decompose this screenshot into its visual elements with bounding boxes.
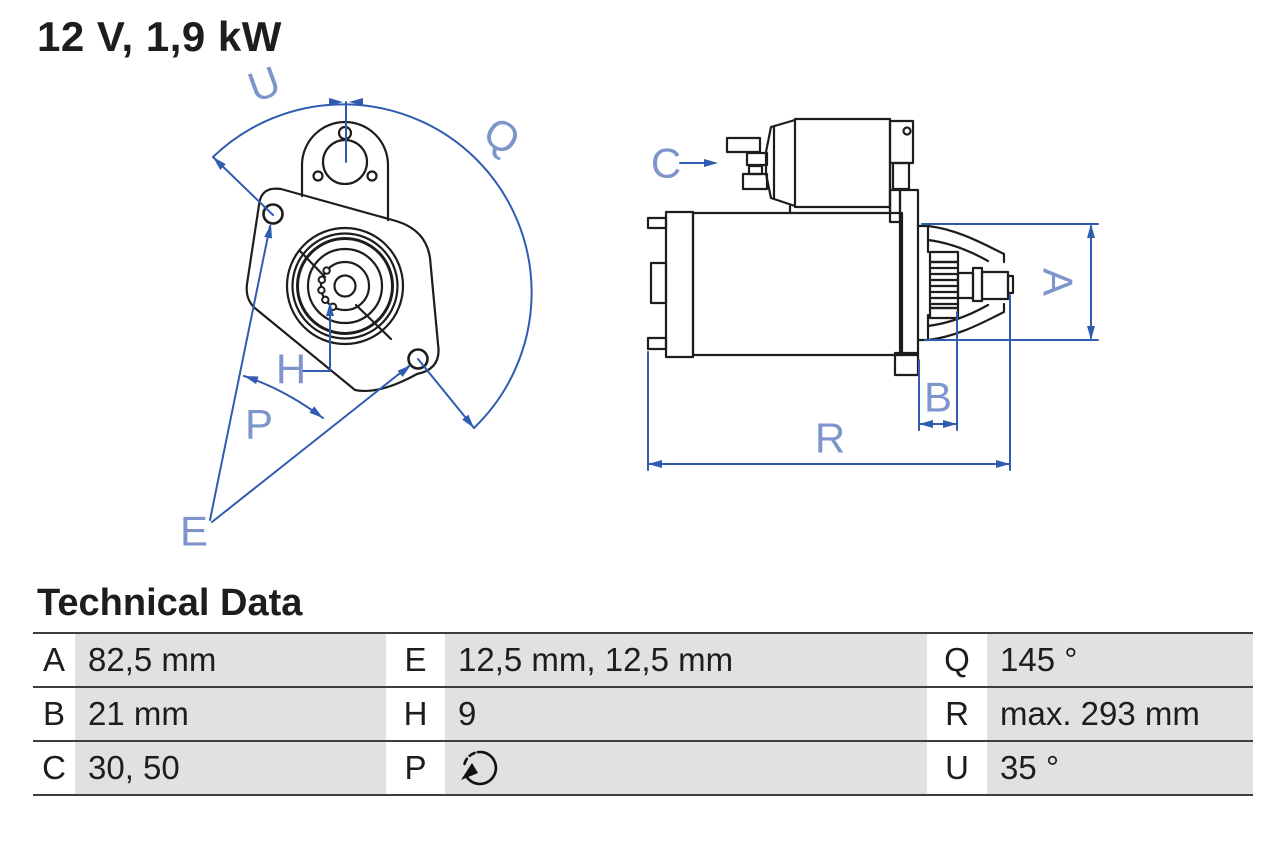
value-cell: max. 293 mm (987, 688, 1253, 740)
key-cell: E (386, 634, 445, 686)
key-cell: Q (927, 634, 987, 686)
table-row (33, 634, 1253, 688)
value-cell: 30, 50 (75, 742, 386, 794)
key-cell: P (386, 742, 445, 794)
value-cell: 9 (445, 688, 927, 740)
dimension-letters (180, 57, 1082, 555)
key-cell: U (927, 742, 987, 794)
value-cell: 82,5 mm (75, 634, 386, 686)
side-view-arrowheads (648, 159, 1095, 468)
dim-label-a: A (1034, 267, 1082, 297)
value-cell: 21 mm (75, 688, 386, 740)
table-row (33, 688, 1253, 742)
dim-label-u: U (241, 56, 287, 112)
dim-label-h: H (275, 345, 307, 393)
dim-label-p: P (244, 400, 274, 448)
key-cell: A (33, 634, 75, 686)
key-cell: R (927, 688, 987, 740)
dim-label-c: C (650, 139, 682, 187)
value-cell: 35 ° (987, 742, 1253, 794)
dim-label-q: Q (475, 107, 529, 165)
page-title: 12 V, 1,9 kW (37, 13, 282, 60)
dim-label-b: B (923, 373, 953, 421)
side-view-dimension-lines (648, 163, 1098, 470)
key-cell: H (386, 688, 445, 740)
value-cell: 145 ° (987, 634, 1253, 686)
rotation-direction-icon (458, 746, 502, 790)
key-cell: C (33, 742, 75, 794)
dim-label-e: E (179, 507, 209, 555)
table-row (33, 742, 1253, 796)
technical-data-table (33, 632, 1253, 796)
key-cell: B (33, 688, 75, 740)
section-heading: Technical Data (37, 582, 303, 624)
value-cell: 12,5 mm, 12,5 mm (445, 634, 927, 686)
side-view-outline (648, 119, 1013, 375)
value-cell (445, 742, 927, 794)
dim-label-r: R (814, 414, 846, 462)
